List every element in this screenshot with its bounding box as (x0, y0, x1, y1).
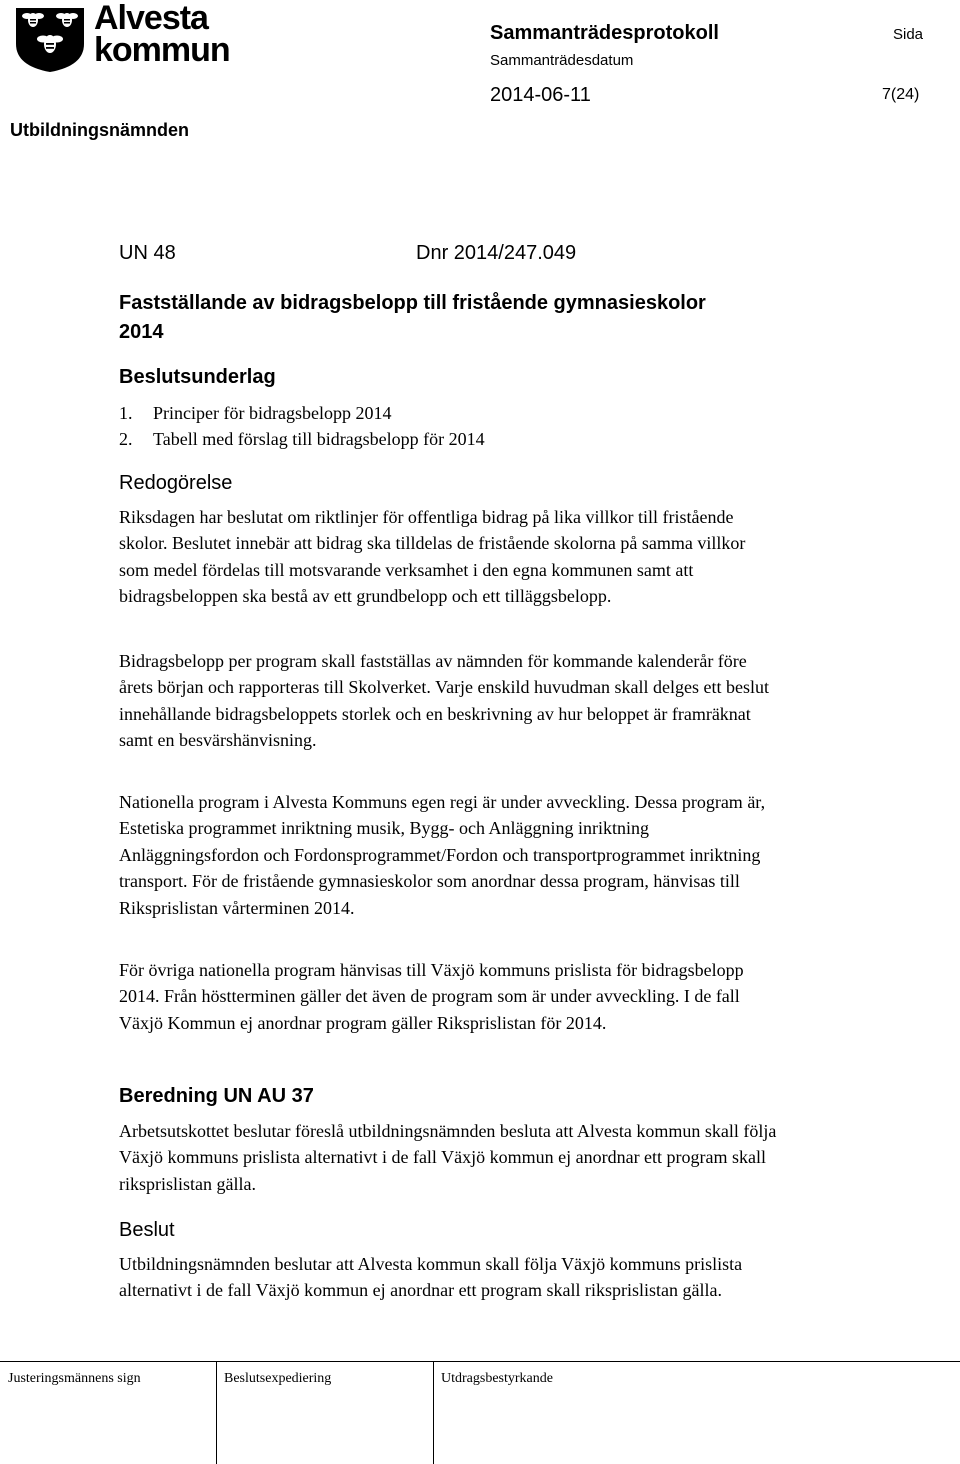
report-heading: Redogörelse (119, 472, 233, 494)
page-number: 7(24) (882, 86, 920, 103)
footer-label: Beslutsexpediering (224, 1371, 332, 1386)
list-text: Principer för bidragsbelopp 2014 (153, 403, 392, 423)
document-title: Sammanträdesprotokoll (490, 22, 719, 44)
footer-label: Justeringsmännens sign (8, 1371, 141, 1386)
preparation-heading: Beredning UN AU 37 (119, 1085, 314, 1107)
list-text: Tabell med förslag till bidragsbelopp för 2014 (153, 429, 485, 449)
report-paragraph: Nationella program i Alvesta Kommuns egen regi är under avveckling. Dessa program är, Estetiska programmet inriktning musik, Bygg- och Anläggning inriktning Anläggningsfordon och Fordonsprogrammet/Fordon och transportprogrammet inriktning transport. För de fristående gymnasieskolor som anordnar dessa program, hänvisas till Riksprislistan vårterminen 2014. (119, 792, 766, 918)
registration-number: Dnr 2014/247.049 (416, 242, 577, 264)
list-number: 2. (119, 429, 133, 449)
footer-cell-certification (433, 1361, 733, 1464)
list-item (119, 400, 485, 426)
report-paragraph: För övriga nationella program hänvisas till Växjö kommuns prislista för bidragsbelopp 2014. Från höstterminen gäller det även de program som är under avveckling. I de fall Växjö Kommun ej anordnar program gäller Riksprislistan för 2014. (119, 960, 744, 1033)
basis-heading: Beslutsunderlag (119, 366, 276, 388)
preparation-text: Arbetsutskottet beslutar föreslå utbildningsnämnden besluta att Alvesta kommun skall följa Växjö kommuns prislista alternativt i de fall Växjö kommun ej anordnar ett program skall riksprislistan gälla. (119, 1121, 777, 1194)
logo-wordmark: Alvesta kommun (94, 0, 230, 69)
decision-text: Utbildningsnämnden beslutar att Alvesta kommun skall följa Växjö kommuns prislista alternativt i de fall Växjö kommun ej anordnar ett program skall riksprislistan gälla. (119, 1254, 743, 1301)
municipality-logo (14, 0, 240, 74)
list-number: 1. (119, 403, 133, 423)
list-item (119, 426, 485, 452)
meeting-date: 2014-06-11 (490, 84, 591, 106)
footer-label: Utdragsbestyrkande (441, 1371, 553, 1386)
footer-cell-signatures (0, 1361, 217, 1464)
footer-cell-dispatch (216, 1361, 434, 1464)
board-name: Utbildningsnämnden (10, 120, 189, 140)
meeting-date-label: Sammanträdesdatum (490, 52, 634, 69)
basis-list (119, 400, 485, 452)
page-label: Sida (893, 26, 924, 43)
report-paragraph: Riksdagen har beslutat om riktlinjer för offentliga bidrag på lika villkor till fristående skolor. Beslutet innebär att bidrag ska tilldelas de fristående skolorna på samma villkor som medel fördelas till motsvarande verksamhet i den egna kommunen samt att bidragsbeloppen ska bestå av ett grundbelopp och ett tilläggsbelopp. (119, 507, 746, 607)
case-number: UN 48 (119, 242, 176, 264)
report-paragraph: Bidragsbelopp per program skall fastställas av nämnden för kommande kalenderår före årets början och rapporteras till Skolverket. Varje enskild huvudman skall delges ett beslut innehållande bidragsbeloppets storlek och en beskrivning av hur beloppet är framräknat samt en besvärshänvisning. (119, 651, 770, 751)
decision-heading: Beslut (119, 1219, 175, 1241)
case-title: Fastställande av bidragsbelopp till fristående gymnasieskolor 2014 (119, 292, 706, 343)
